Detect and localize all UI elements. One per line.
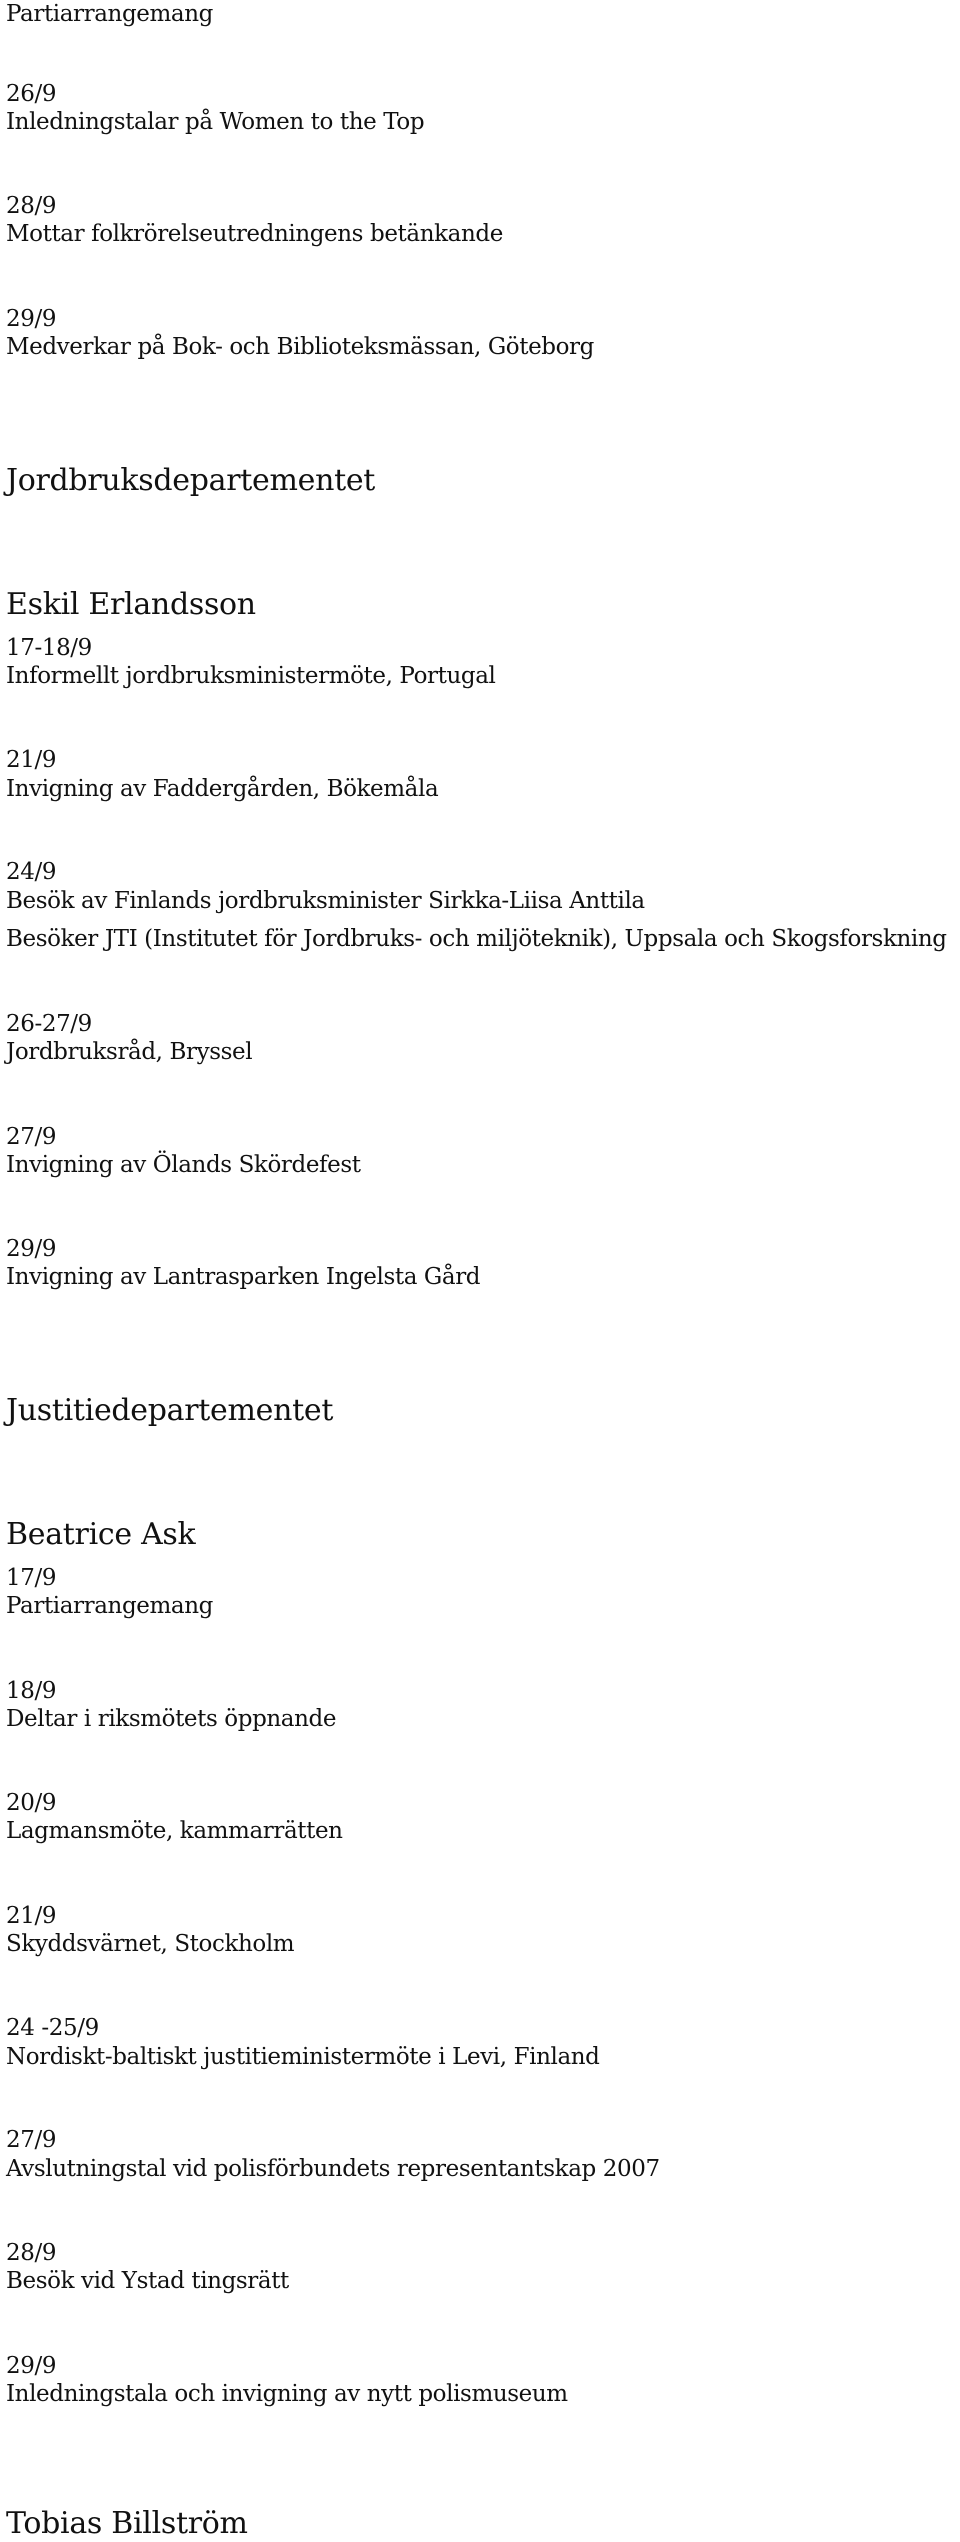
entry-text: Besök vid Ystad tingsrätt: [6, 2268, 289, 2294]
entry-text: Inledningstala och invigning av nytt polismuseum: [6, 2381, 568, 2407]
entry-date: 26-27/9: [6, 1011, 92, 1037]
entry-date: 26/9: [6, 81, 57, 107]
entry-date: 27/9: [6, 1124, 57, 1150]
entry-text: Skyddsvärnet, Stockholm: [6, 1931, 295, 1957]
entry-text: Partiarrangemang: [6, 1, 213, 27]
entry-text: Mottar folkrörelseutredningens betänkande: [6, 221, 503, 247]
entry-text: Invigning av Faddergården, Bökemåla: [6, 776, 439, 802]
entry-date: 24/9: [6, 859, 57, 885]
entry-date: 17/9: [6, 1565, 57, 1591]
minister-name: Tobias Billström: [6, 2506, 248, 2541]
entry-text: Informellt jordbruksministermöte, Portugal: [6, 663, 496, 689]
entry-date: 17-18/9: [6, 635, 92, 661]
entry-text: Inledningstalar på Women to the Top: [6, 109, 425, 135]
entry-date: 21/9: [6, 747, 57, 773]
entry-text: Invigning av Lantrasparken Ingelsta Gård: [6, 1264, 481, 1290]
entry-date: 21/9: [6, 1903, 57, 1929]
entry-text: Partiarrangemang: [6, 1593, 213, 1619]
entry-text: Besök av Finlands jordbruksminister Sirkka-Liisa Anttila: [6, 888, 645, 914]
entry-date: 24 -25/9: [6, 2015, 99, 2041]
department-heading: Jordbruksdepartementet: [6, 463, 376, 498]
department-heading: Justitiedepartementet: [6, 1393, 334, 1428]
minister-name: Beatrice Ask: [6, 1517, 196, 1552]
entry-date: 20/9: [6, 1790, 57, 1816]
entry-text: Jordbruksråd, Bryssel: [6, 1039, 253, 1065]
minister-name: Eskil Erlandsson: [6, 587, 256, 622]
entry-date: 28/9: [6, 193, 57, 219]
entry-text: Nordiskt-baltiskt justitieministermöte i Levi, Finland: [6, 2044, 600, 2070]
entry-date: 29/9: [6, 2353, 57, 2379]
entry-text: Lagmansmöte, kammarrätten: [6, 1818, 343, 1844]
entry-text: Avslutningstal vid polisförbundets representantskap 2007: [6, 2156, 660, 2182]
entry-date: 29/9: [6, 1236, 57, 1262]
entry-date: 28/9: [6, 2240, 57, 2266]
entry-date: 29/9: [6, 306, 57, 332]
entry-date: 27/9: [6, 2127, 57, 2153]
entry-text: Medverkar på Bok- och Biblioteksmässan, Göteborg: [6, 334, 594, 360]
entry-date: 18/9: [6, 1678, 57, 1704]
entry-text: Invigning av Ölands Skördefest: [6, 1152, 361, 1178]
entry-text: Besöker JTI (Institutet för Jordbruks- och miljöteknik), Uppsala och Skogsforskning: [6, 926, 947, 952]
entry-text: Deltar i riksmötets öppnande: [6, 1706, 337, 1732]
